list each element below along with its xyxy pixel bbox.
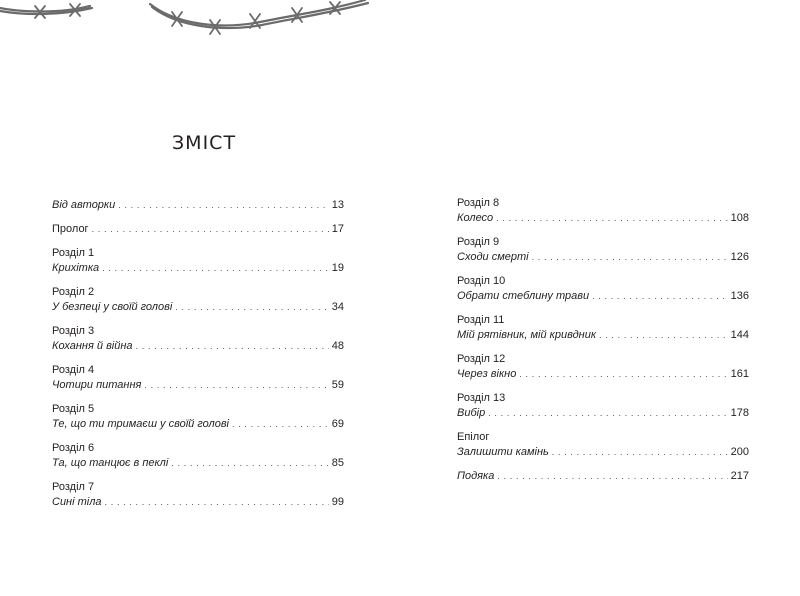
toc-entry[interactable]: [52, 363, 344, 393]
entry-title: Вибір: [457, 407, 486, 419]
chapter-label: Епілог: [457, 431, 490, 443]
chapter-label: Розділ 5: [52, 403, 95, 415]
chapter-label: Розділ 12: [457, 353, 506, 365]
toc-entry[interactable]: [457, 274, 749, 304]
page-number: 178: [730, 407, 749, 419]
chapter-label: Розділ 8: [457, 197, 500, 209]
toc-entry[interactable]: [457, 469, 749, 484]
dot-leader: [599, 328, 728, 343]
entry-title: Пролог: [52, 223, 89, 235]
dot-leader: [144, 378, 328, 393]
toc-heading: ЗМІСТ: [172, 132, 237, 154]
toc-entry[interactable]: [52, 246, 344, 276]
page-number: 126: [730, 251, 749, 263]
toc-entry[interactable]: [457, 196, 749, 226]
dot-leader: [92, 222, 329, 237]
dot-leader: [497, 469, 727, 484]
barbed-wire-icon: [0, 0, 380, 44]
page-number: 108: [730, 212, 749, 224]
dot-leader: [592, 289, 728, 304]
page-number: 48: [331, 340, 344, 352]
toc-right-column: [457, 196, 749, 484]
entry-title: Подяка: [457, 470, 495, 482]
page-number: 59: [331, 379, 344, 391]
page-number: 85: [331, 457, 344, 469]
toc-entry[interactable]: [52, 198, 344, 213]
toc-entry[interactable]: [52, 285, 344, 315]
page-number: 136: [730, 290, 749, 302]
chapter-label: Розділ 9: [457, 236, 500, 248]
toc-entry[interactable]: [457, 430, 749, 460]
entry-title: Залишити камінь: [457, 446, 549, 458]
chapter-label: Розділ 3: [52, 325, 95, 337]
entry-title: Чотири питання: [52, 379, 142, 391]
toc-entry[interactable]: [52, 324, 344, 354]
page-number: 13: [331, 199, 344, 211]
toc-left-column: [52, 198, 344, 510]
chapter-label: Розділ 2: [52, 286, 95, 298]
chapter-label: Розділ 1: [52, 247, 95, 259]
page-number: 99: [331, 496, 344, 508]
entry-title: Те, що ти тримаєш у своїй голові: [52, 418, 230, 430]
dot-leader: [496, 211, 727, 226]
page-number: 217: [730, 470, 749, 482]
dot-leader: [136, 339, 329, 354]
page-number: 34: [331, 301, 344, 313]
page-number: 19: [331, 262, 344, 274]
toc-entry[interactable]: [52, 402, 344, 432]
chapter-label: Розділ 13: [457, 392, 506, 404]
chapter-label: Розділ 10: [457, 275, 506, 287]
entry-title: Сходи смерті: [457, 251, 529, 263]
page-number: 69: [331, 418, 344, 430]
dot-leader: [232, 417, 329, 432]
toc-entry[interactable]: [52, 222, 344, 237]
toc-entry[interactable]: [457, 391, 749, 421]
entry-title: Обрати стеблину трави: [457, 290, 590, 302]
chapter-label: Розділ 6: [52, 442, 95, 454]
dot-leader: [519, 367, 727, 382]
dot-leader: [488, 406, 727, 421]
entry-title: Через вікно: [457, 368, 517, 380]
dot-leader: [175, 300, 328, 315]
dot-leader: [171, 456, 328, 471]
entry-title: Крихітка: [52, 262, 100, 274]
page-number: 200: [730, 446, 749, 458]
toc-entry[interactable]: [457, 235, 749, 265]
chapter-label: Розділ 4: [52, 364, 95, 376]
chapter-label: Розділ 11: [457, 314, 505, 326]
dot-leader: [105, 495, 329, 510]
page-number: 17: [331, 223, 344, 235]
entry-title: У безпеці у своїй голові: [52, 301, 173, 313]
toc-entry[interactable]: [52, 441, 344, 471]
entry-title: Від авторки: [52, 199, 116, 211]
page-number: 144: [730, 329, 749, 341]
dot-leader: [552, 445, 728, 460]
page-number: 161: [730, 368, 749, 380]
toc-entry[interactable]: [457, 313, 749, 343]
toc-entry[interactable]: [52, 480, 344, 510]
dot-leader: [102, 261, 329, 276]
chapter-label: Розділ 7: [52, 481, 95, 493]
dot-leader: [118, 198, 329, 213]
entry-title: Мій рятівник, мій кривдник: [457, 329, 597, 341]
entry-title: Сині тіла: [52, 496, 102, 508]
entry-title: Колесо: [457, 212, 494, 224]
entry-title: Кохання й війна: [52, 340, 133, 352]
entry-title: Та, що танцює в пеклі: [52, 457, 169, 469]
dot-leader: [532, 250, 728, 265]
toc-entry[interactable]: [457, 352, 749, 382]
